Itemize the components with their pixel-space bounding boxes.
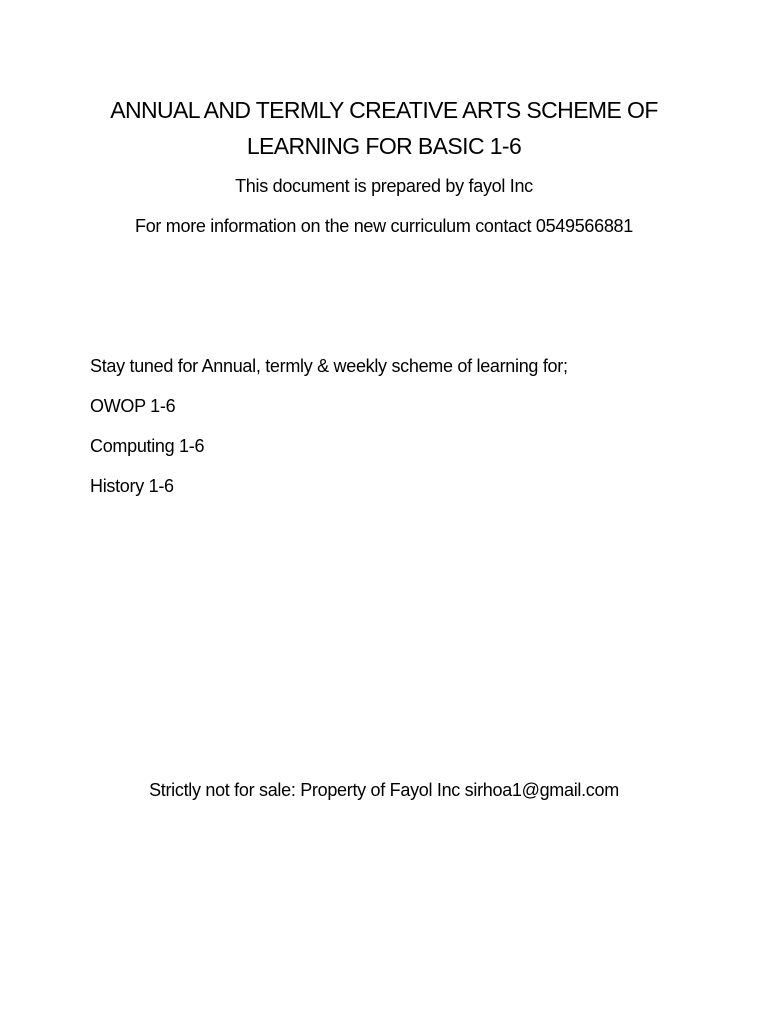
prepared-by-text: This document is prepared by fayol Inc [235,176,533,196]
announcement-text: Stay tuned for Annual, termly & weekly scheme of learning for; [90,356,568,376]
contact-info-text: For more information on the new curriculum contact 0549566881 [135,216,633,236]
subject-item-owop: OWOP 1-6 [90,396,176,416]
document-title [60,92,708,164]
title-line-2: LEARNING FOR BASIC 1-6 [246,133,522,159]
announcement-section [90,354,710,514]
footer-notice: Strictly not for sale: Property of Fayol Inc sirhoa1@gmail.com [149,780,619,800]
title-line-1: ANNUAL AND TERMLY CREATIVE ARTS SCHEME OF [110,97,658,123]
subject-item-computing: Computing 1-6 [90,436,205,456]
subject-item-history: History 1-6 [90,476,174,496]
